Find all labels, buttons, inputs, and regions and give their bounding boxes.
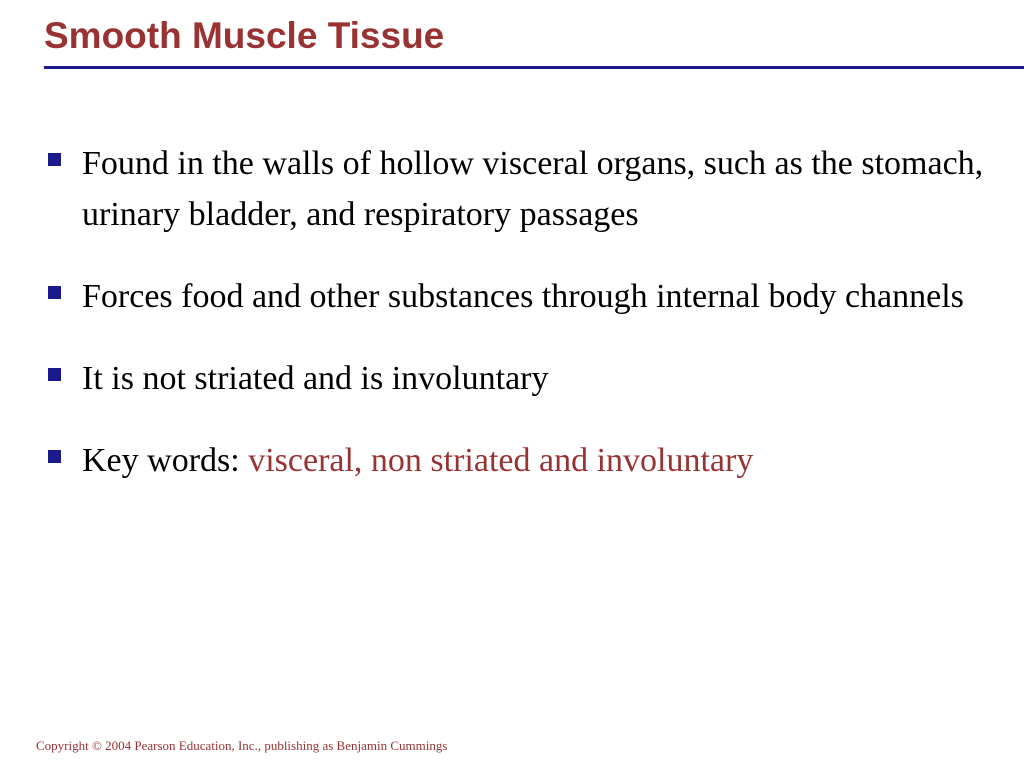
square-bullet-icon	[48, 153, 61, 166]
square-bullet-icon	[48, 450, 61, 463]
title-divider	[44, 66, 1024, 69]
square-bullet-icon	[48, 286, 61, 299]
bullet-item	[44, 353, 1004, 404]
bullet-text: Found in the walls of hollow visceral organs, such as the stomach, urinary bladder, and respiratory passages	[82, 145, 984, 233]
bullet-item-key-words	[44, 435, 1004, 486]
slide-title: Smooth Muscle Tissue	[44, 15, 445, 56]
bullet-text: It is not striated and is involuntary	[82, 360, 549, 397]
key-words-value: visceral, non striated and involuntary	[248, 442, 754, 479]
bullet-item	[44, 271, 1004, 322]
bullet-text: Forces food and other substances through internal body channels	[82, 278, 964, 315]
square-bullet-icon	[48, 368, 61, 381]
copyright-footer: Copyright © 2004 Pearson Education, Inc., publishing as Benjamin Cummings	[36, 738, 448, 753]
bullet-list	[44, 138, 1004, 517]
key-words-label: Key words:	[82, 442, 249, 479]
bullet-item	[44, 138, 1004, 240]
